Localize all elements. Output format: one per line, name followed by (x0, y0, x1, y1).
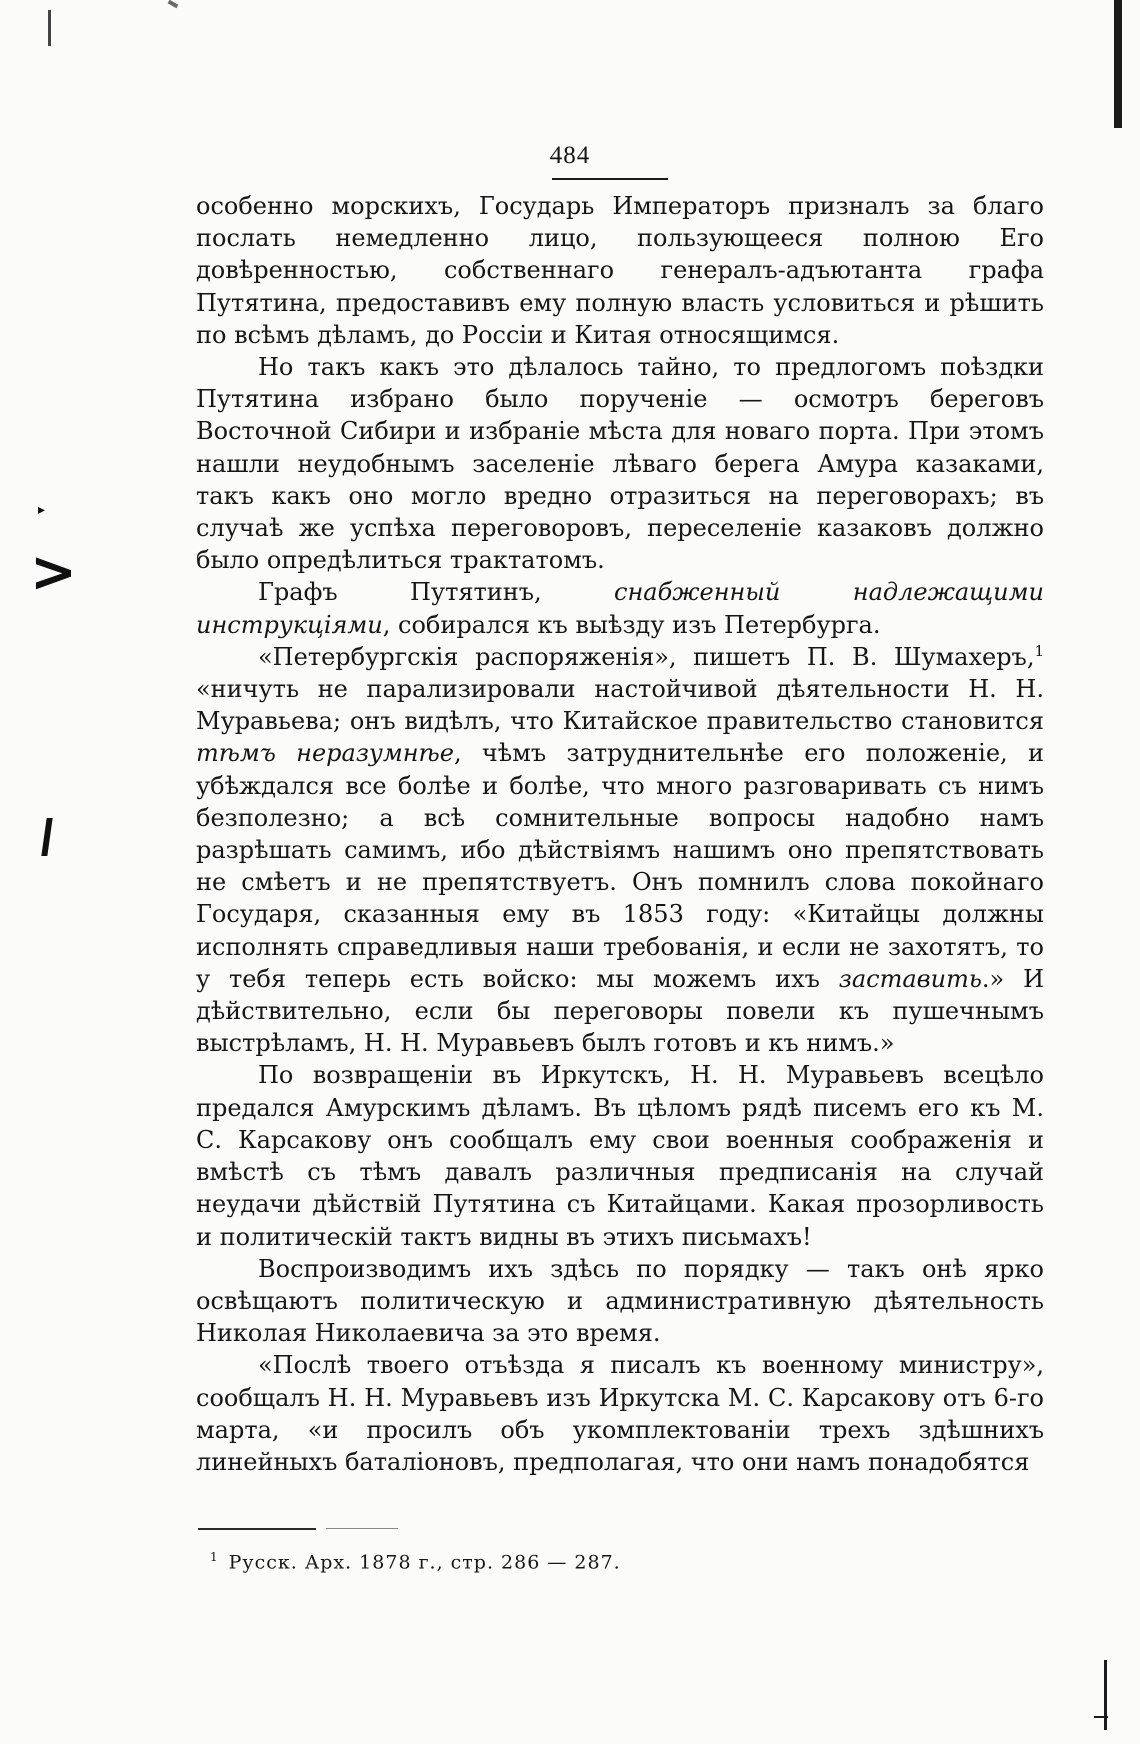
footnote-separator-faint (326, 1528, 398, 1529)
text-run: Графъ Путятинъ, (258, 578, 615, 607)
emphasized-text: тѣмъ неразумнѣе (196, 739, 454, 768)
text-run: «ничуть не парализировали настойчивой дѣятельности Н. Н. Муравьева; онъ видѣлъ, что Китайское правительство становится (196, 675, 1044, 736)
scan-speck (168, 0, 179, 8)
text-run: «Послѣ твоего отъѣзда я писалъ къ военному министру», сообщалъ Н. Н. Муравьевъ изъ Иркутска М. С. Карсакову отъ 6-го марта, «и просилъ объ укомплектованіи трехъ здѣшнихъ линейныхъ баталіоновъ, предполагая, что они намъ понадобятся (196, 1351, 1044, 1476)
text-run: , чѣмъ затруднительнѣе его положеніе, и убѣждался все болѣе и болѣе, что много разговаривать съ нимъ безполезно; а всѣ сомнительные вопросы надобно намъ разрѣшать самимъ, ибо дѣйствіямъ нашимъ оно препятствовать не смѣетъ и не препятствуетъ. Онъ помнилъ слова покойнаго Государя, сказанныя ему въ 1853 году: «Китайцы должны исполнять справедливыя наши требованія, и если не захотятъ, то у тебя теперь есть войско: мы можемъ ихъ (196, 739, 1044, 993)
footnote-text: Русск. Арх. 1878 г., стр. 286 — 287. (228, 1551, 621, 1574)
paragraph (196, 190, 1044, 351)
footnote-separator (198, 1528, 316, 1530)
paragraph (196, 351, 1044, 576)
scan-edge-bar-bottom (1104, 1660, 1107, 1730)
paragraph (196, 1253, 1044, 1350)
text-run: «Петербургскія распоряженія», пишетъ П. В. Шумахеръ, (258, 642, 1035, 671)
footnote-mark: 1 (210, 1550, 219, 1564)
paragraph (196, 576, 1044, 640)
emphasized-text: заставить (838, 964, 982, 993)
text-run: По возвращеніи въ Иркутскъ, Н. Н. Муравьевъ всецѣло предался Амурскимъ дѣламъ. Въ цѣломъ рядѣ писемъ его къ М. С. Карсакову онъ сообщалъ ему свои военныя соображенія и вмѣстѣ съ тѣмъ давалъ различныя предписанія на случай неудачи дѣйствій Путятина съ Китайцами. Какая прозорливость и политическій тактъ видны въ этихъ письмахъ! (196, 1061, 1044, 1251)
text-run: .» И дѣйствительно, если бы переговоры повели къ пушечнымъ выстрѣламъ, Н. Н. Муравьевъ былъ готовъ и къ нимъ.» (196, 964, 1044, 1058)
scan-edge-bar (1114, 0, 1122, 128)
emphasized-text: снабженный надлежащими инструкціями (196, 578, 1044, 639)
margin-pencil-tick: ▸ (38, 502, 46, 518)
paragraph (196, 641, 1044, 1060)
margin-pencil-arrow-icon: > (30, 540, 77, 605)
footnote (210, 1550, 621, 1573)
scan-margin-mark (48, 10, 51, 46)
scan-edge-tick (1094, 1716, 1108, 1718)
page-number-rule (552, 178, 668, 180)
text-run: Воспроизводимъ ихъ здѣсь по порядку — такъ онѣ ярко освѣщаютъ политическую и административную дѣятельность Николая Николаевича за это время. (196, 1254, 1044, 1348)
text-run: особенно морскихъ, Государь Императоръ призналъ за благо послать немедленно лицо, пользующееся полною Его довѣренностью, собственнаго генералъ-адъютанта графа Путятина, предоставивъ ему полную власть условиться и рѣшить по всѣмъ дѣламъ, до Россіи и Китая относящимся. (196, 192, 1044, 349)
margin-pencil-stroke (41, 818, 52, 856)
paragraph (196, 1059, 1044, 1252)
body-text (196, 190, 1044, 1478)
page-number: 484 (549, 142, 591, 169)
text-run: , собирался къ выѣзду изъ Петербурга. (382, 610, 881, 639)
text-run: Но такъ какъ это дѣлалось тайно, то предлогомъ поѣздки Путятина избрано было порученіе — осмотръ береговъ Восточной Сибири и избраніе мѣста для новаго порта. При этомъ нашли неудобнымъ заселеніе лѣваго берега Амура казаками, такъ какъ оно могло вредно отразиться на переговорахъ; въ случаѣ же успѣха переговоровъ, переселеніе казаковъ должно было опредѣлиться трактатомъ. (196, 353, 1044, 575)
paragraph (196, 1349, 1044, 1478)
footnote-reference: 1 (1034, 641, 1044, 660)
